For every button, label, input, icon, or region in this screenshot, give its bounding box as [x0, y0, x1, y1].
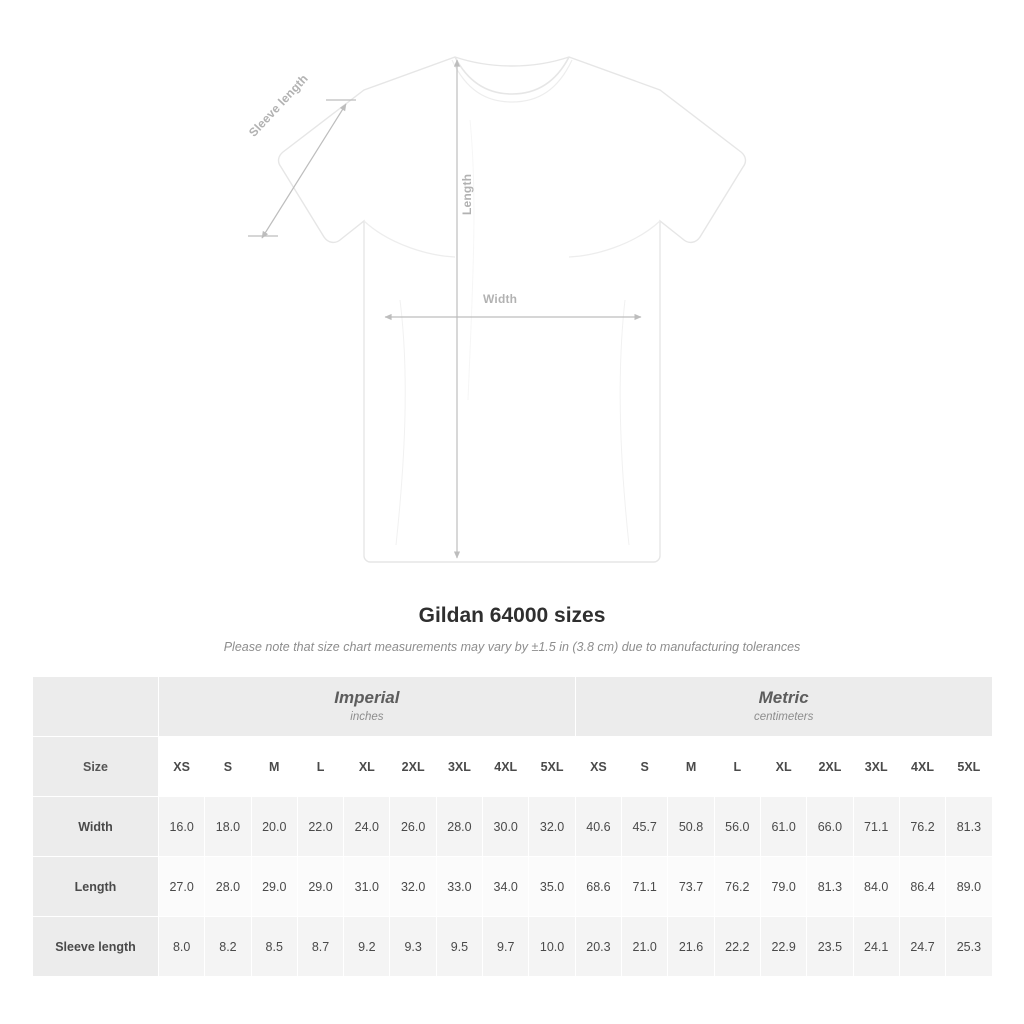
row-label-sleeve-length: Sleeve length [33, 917, 159, 977]
system-header-imperial [159, 677, 576, 737]
length-label: Length [460, 173, 474, 215]
system-name-imperial: Imperial [334, 687, 400, 707]
size-header-metric-l: L [714, 737, 760, 797]
cell-sleeve-metric-xs: 20.3 [575, 917, 621, 977]
size-chart-table-wrap [32, 676, 992, 977]
cell-length-metric-s: 71.1 [622, 857, 668, 917]
size-chart-table [32, 676, 993, 977]
cell-width-metric-xl: 61.0 [760, 797, 806, 857]
system-header-row [33, 677, 993, 737]
size-header-row [33, 737, 993, 797]
system-header-metric [575, 677, 992, 737]
cell-sleeve-metric-3xl: 24.1 [853, 917, 899, 977]
cell-sleeve-metric-l: 22.2 [714, 917, 760, 977]
size-header-metric-xl: XL [760, 737, 806, 797]
cell-length-metric-4xl: 86.4 [899, 857, 945, 917]
system-unit-metric: centimeters [753, 710, 814, 723]
size-header-imperial-m: M [251, 737, 297, 797]
size-header-metric-m: M [668, 737, 714, 797]
cell-width-imperial-m: 20.0 [251, 797, 297, 857]
cell-sleeve-metric-m: 21.6 [668, 917, 714, 977]
cell-length-imperial-4xl: 34.0 [483, 857, 529, 917]
system-unit-imperial: inches [350, 710, 384, 723]
cell-sleeve-imperial-xl: 9.2 [344, 917, 390, 977]
cell-sleeve-imperial-4xl: 9.7 [483, 917, 529, 977]
cell-width-imperial-s: 18.0 [205, 797, 251, 857]
size-header-imperial-xs: XS [159, 737, 205, 797]
cell-width-metric-xs: 40.6 [575, 797, 621, 857]
size-header-metric-xs: XS [575, 737, 621, 797]
cell-width-metric-4xl: 76.2 [899, 797, 945, 857]
cell-width-imperial-xl: 24.0 [344, 797, 390, 857]
cell-width-imperial-l: 22.0 [297, 797, 343, 857]
cell-sleeve-metric-4xl: 24.7 [899, 917, 945, 977]
table-row [33, 857, 993, 917]
page-title: Gildan 64000 sizes [418, 604, 606, 627]
cell-sleeve-imperial-s: 8.2 [205, 917, 251, 977]
cell-length-metric-xl: 79.0 [760, 857, 806, 917]
size-header-imperial-xl: XL [344, 737, 390, 797]
cell-length-imperial-s: 28.0 [205, 857, 251, 917]
cell-length-metric-3xl: 84.0 [853, 857, 899, 917]
size-header-imperial-s: S [205, 737, 251, 797]
cell-sleeve-metric-xl: 22.9 [760, 917, 806, 977]
row-label-width: Width [33, 797, 159, 857]
cell-width-metric-2xl: 66.0 [807, 797, 853, 857]
size-header-metric-4xl: 4XL [899, 737, 945, 797]
size-header-imperial-5xl: 5XL [529, 737, 575, 797]
cell-length-metric-l: 76.2 [714, 857, 760, 917]
size-header-metric-5xl: 5XL [946, 737, 992, 797]
cell-length-imperial-xl: 31.0 [344, 857, 390, 917]
tolerance-note: Please note that size chart measurements may vary by ±1.5 in (3.8 cm) due to manufacturing tolerances [223, 640, 801, 654]
cell-length-metric-m: 73.7 [668, 857, 714, 917]
cell-length-metric-2xl: 81.3 [807, 857, 853, 917]
cell-width-metric-5xl: 81.3 [946, 797, 992, 857]
cell-width-imperial-3xl: 28.0 [436, 797, 482, 857]
cell-sleeve-imperial-5xl: 10.0 [529, 917, 575, 977]
cell-sleeve-imperial-3xl: 9.5 [436, 917, 482, 977]
system-name-metric: Metric [758, 687, 809, 707]
cell-sleeve-metric-5xl: 25.3 [946, 917, 992, 977]
size-header-metric-3xl: 3XL [853, 737, 899, 797]
size-header-metric-s: S [622, 737, 668, 797]
cell-width-imperial-4xl: 30.0 [483, 797, 529, 857]
cell-width-metric-s: 45.7 [622, 797, 668, 857]
row-label-length: Length [33, 857, 159, 917]
size-header-imperial-l: L [297, 737, 343, 797]
table-row [33, 917, 993, 977]
title-block [0, 604, 1024, 654]
cell-width-metric-3xl: 71.1 [853, 797, 899, 857]
size-header-imperial-3xl: 3XL [436, 737, 482, 797]
sleeve-length-label: Sleeve length [246, 71, 311, 140]
cell-length-metric-xs: 68.6 [575, 857, 621, 917]
cell-sleeve-imperial-m: 8.5 [251, 917, 297, 977]
cell-sleeve-imperial-xs: 8.0 [159, 917, 205, 977]
size-header-imperial-2xl: 2XL [390, 737, 436, 797]
cell-width-metric-m: 50.8 [668, 797, 714, 857]
cell-sleeve-metric-2xl: 23.5 [807, 917, 853, 977]
cell-length-metric-5xl: 89.0 [946, 857, 992, 917]
size-label-cell: Size [33, 737, 159, 797]
table-row [33, 797, 993, 857]
cell-width-metric-l: 56.0 [714, 797, 760, 857]
cell-length-imperial-3xl: 33.0 [436, 857, 482, 917]
cell-sleeve-imperial-l: 8.7 [297, 917, 343, 977]
tshirt-shape [279, 57, 746, 562]
cell-length-imperial-l: 29.0 [297, 857, 343, 917]
cell-length-imperial-5xl: 35.0 [529, 857, 575, 917]
cell-width-imperial-5xl: 32.0 [529, 797, 575, 857]
size-header-metric-2xl: 2XL [807, 737, 853, 797]
cell-width-imperial-2xl: 26.0 [390, 797, 436, 857]
corner-cell [33, 677, 159, 737]
cell-length-imperial-xs: 27.0 [159, 857, 205, 917]
width-label: Width [483, 292, 518, 306]
cell-sleeve-metric-s: 21.0 [622, 917, 668, 977]
cell-length-imperial-2xl: 32.0 [390, 857, 436, 917]
cell-length-imperial-m: 29.0 [251, 857, 297, 917]
cell-sleeve-imperial-2xl: 9.3 [390, 917, 436, 977]
size-header-imperial-4xl: 4XL [483, 737, 529, 797]
cell-width-imperial-xs: 16.0 [159, 797, 205, 857]
